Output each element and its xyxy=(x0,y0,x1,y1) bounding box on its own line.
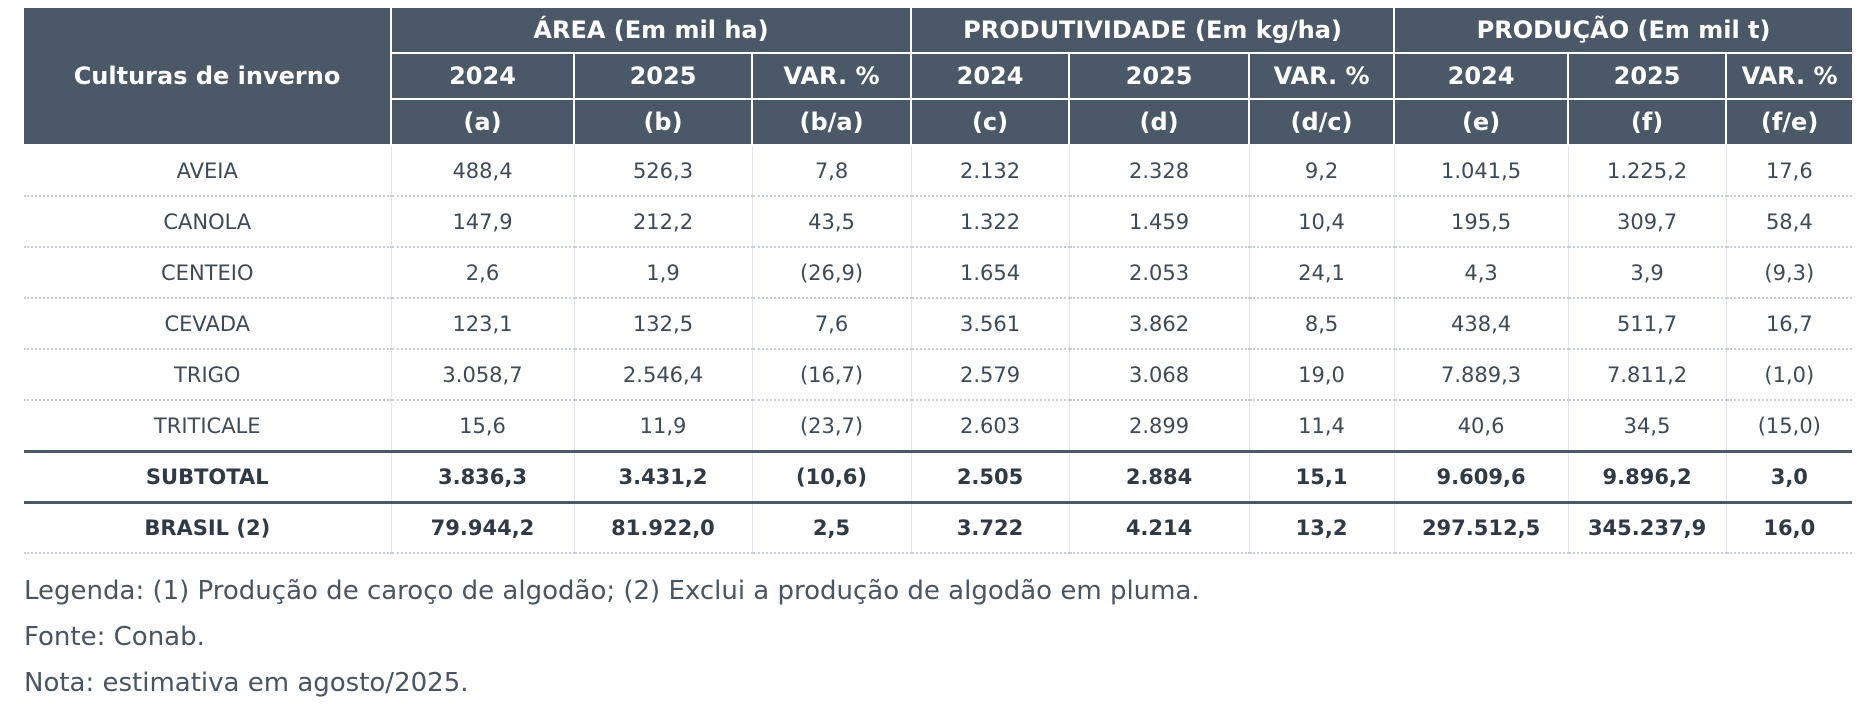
value-cell-production-var: 16,7 xyxy=(1726,298,1852,349)
value-cell-production-2025: 309,7 xyxy=(1568,196,1726,247)
value-cell-productivity-var: 10,4 xyxy=(1249,196,1394,247)
productivity-group-header: PRODUTIVIDADE (Em kg/ha) xyxy=(911,8,1394,53)
value-cell-productivity-2024: 1.322 xyxy=(911,196,1069,247)
crop-name-cell: CENTEIO xyxy=(24,247,391,298)
source-note: Fonte: Conab. xyxy=(24,622,205,652)
value-cell-area-2025: 11,9 xyxy=(574,400,752,452)
crop-name-cell: CANOLA xyxy=(24,196,391,247)
value-cell-productivity-2024: 3.561 xyxy=(911,298,1069,349)
value-cell-production-2025: 511,7 xyxy=(1568,298,1726,349)
subheader-area-var: VAR. % xyxy=(752,53,911,99)
value-cell-productivity-var: 24,1 xyxy=(1249,247,1394,298)
winter-crops-table xyxy=(24,8,1852,554)
crop-name-cell: TRIGO xyxy=(24,349,391,400)
value-cell-productivity-2024: 1.654 xyxy=(911,247,1069,298)
value-cell-productivity-2024: 2.132 xyxy=(911,145,1069,196)
value-cell-productivity-2025: 1.459 xyxy=(1069,196,1249,247)
value-cell-area-var: (23,7) xyxy=(752,400,911,452)
table-header xyxy=(24,8,1852,145)
value-cell-area-var: (26,9) xyxy=(752,247,911,298)
value-cell-area-var: (10,6) xyxy=(752,452,911,503)
value-cell-productivity-var: 11,4 xyxy=(1249,400,1394,452)
value-cell-area-2025: 2.546,4 xyxy=(574,349,752,400)
subheader-area-2024: 2024 xyxy=(391,53,574,99)
code-e: (e) xyxy=(1394,99,1568,145)
value-cell-area-2025: 3.431,2 xyxy=(574,452,752,503)
area-group-header: ÁREA (Em mil ha) xyxy=(391,8,911,53)
subheader-productivity-2025: 2025 xyxy=(1069,53,1249,99)
value-cell-productivity-var: 8,5 xyxy=(1249,298,1394,349)
value-cell-productivity-2025: 2.053 xyxy=(1069,247,1249,298)
value-cell-productivity-2025: 3.862 xyxy=(1069,298,1249,349)
production-group-header: PRODUÇÃO (Em mil t) xyxy=(1394,8,1852,53)
value-cell-production-2024: 297.512,5 xyxy=(1394,503,1568,554)
value-cell-area-var: 43,5 xyxy=(752,196,911,247)
code-f: (f) xyxy=(1568,99,1726,145)
value-cell-area-2024: 79.944,2 xyxy=(391,503,574,554)
crop-name-cell: AVEIA xyxy=(24,145,391,196)
code-d: (d) xyxy=(1069,99,1249,145)
value-cell-production-2024: 40,6 xyxy=(1394,400,1568,452)
value-cell-production-var: (1,0) xyxy=(1726,349,1852,400)
subheader-area-2025: 2025 xyxy=(574,53,752,99)
value-cell-area-2024: 3.836,3 xyxy=(391,452,574,503)
code-a: (a) xyxy=(391,99,574,145)
code-b: (b) xyxy=(574,99,752,145)
value-cell-productivity-2024: 2.579 xyxy=(911,349,1069,400)
value-cell-production-2025: 34,5 xyxy=(1568,400,1726,452)
value-cell-production-var: (9,3) xyxy=(1726,247,1852,298)
value-cell-production-2025: 7.811,2 xyxy=(1568,349,1726,400)
code-d-over-c: (d/c) xyxy=(1249,99,1394,145)
brasil-total-row xyxy=(24,503,1852,554)
crop-name-cell: TRITICALE xyxy=(24,400,391,452)
crop-column-header: Culturas de inverno xyxy=(24,8,391,145)
value-cell-production-2024: 438,4 xyxy=(1394,298,1568,349)
value-cell-area-2024: 3.058,7 xyxy=(391,349,574,400)
value-cell-area-2024: 15,6 xyxy=(391,400,574,452)
value-cell-production-2025: 1.225,2 xyxy=(1568,145,1726,196)
estimate-note: Nota: estimativa em agosto/2025. xyxy=(24,668,469,698)
table-row xyxy=(24,400,1852,452)
value-cell-area-var: 7,8 xyxy=(752,145,911,196)
value-cell-productivity-var: 19,0 xyxy=(1249,349,1394,400)
value-cell-production-var: 17,6 xyxy=(1726,145,1852,196)
code-b-over-a: (b/a) xyxy=(752,99,911,145)
value-cell-productivity-2024: 2.603 xyxy=(911,400,1069,452)
code-f-over-e: (f/e) xyxy=(1726,99,1852,145)
value-cell-area-2024: 2,6 xyxy=(391,247,574,298)
table-row xyxy=(24,349,1852,400)
value-cell-area-var: 7,6 xyxy=(752,298,911,349)
subheader-production-var: VAR. % xyxy=(1726,53,1852,99)
value-cell-production-2024: 4,3 xyxy=(1394,247,1568,298)
table-body xyxy=(24,145,1852,553)
value-cell-productivity-2024: 2.505 xyxy=(911,452,1069,503)
value-cell-area-2025: 526,3 xyxy=(574,145,752,196)
table-row xyxy=(24,247,1852,298)
value-cell-productivity-2025: 2.328 xyxy=(1069,145,1249,196)
value-cell-production-var: (15,0) xyxy=(1726,400,1852,452)
value-cell-productivity-2025: 2.884 xyxy=(1069,452,1249,503)
value-cell-productivity-2025: 4.214 xyxy=(1069,503,1249,554)
table-row xyxy=(24,196,1852,247)
value-cell-productivity-var: 15,1 xyxy=(1249,452,1394,503)
value-cell-productivity-var: 9,2 xyxy=(1249,145,1394,196)
value-cell-area-2024: 123,1 xyxy=(391,298,574,349)
value-cell-production-2024: 9.609,6 xyxy=(1394,452,1568,503)
value-cell-area-2024: 488,4 xyxy=(391,145,574,196)
value-cell-production-var: 16,0 xyxy=(1726,503,1852,554)
table-row xyxy=(24,145,1852,196)
value-cell-production-var: 58,4 xyxy=(1726,196,1852,247)
table-notes xyxy=(24,568,1852,706)
subheader-production-2024: 2024 xyxy=(1394,53,1568,99)
value-cell-production-2024: 7.889,3 xyxy=(1394,349,1568,400)
value-cell-production-2025: 345.237,9 xyxy=(1568,503,1726,554)
code-c: (c) xyxy=(911,99,1069,145)
value-cell-production-2025: 9.896,2 xyxy=(1568,452,1726,503)
value-cell-area-2025: 212,2 xyxy=(574,196,752,247)
crop-name-cell: SUBTOTAL xyxy=(24,452,391,503)
table-row xyxy=(24,298,1852,349)
value-cell-area-2024: 147,9 xyxy=(391,196,574,247)
crop-name-cell: BRASIL (2) xyxy=(24,503,391,554)
value-cell-area-2025: 81.922,0 xyxy=(574,503,752,554)
subheader-productivity-var: VAR. % xyxy=(1249,53,1394,99)
subheader-production-2025: 2025 xyxy=(1568,53,1726,99)
value-cell-production-var: 3,0 xyxy=(1726,452,1852,503)
value-cell-production-2025: 3,9 xyxy=(1568,247,1726,298)
value-cell-production-2024: 1.041,5 xyxy=(1394,145,1568,196)
crop-estimate-panel xyxy=(24,8,1852,706)
value-cell-production-2024: 195,5 xyxy=(1394,196,1568,247)
header-group-row xyxy=(24,8,1852,53)
value-cell-area-2025: 1,9 xyxy=(574,247,752,298)
value-cell-area-2025: 132,5 xyxy=(574,298,752,349)
value-cell-productivity-2025: 2.899 xyxy=(1069,400,1249,452)
value-cell-area-var: (16,7) xyxy=(752,349,911,400)
value-cell-productivity-2024: 3.722 xyxy=(911,503,1069,554)
subtotal-row xyxy=(24,452,1852,503)
legend-note: Legenda: (1) Produção de caroço de algodão; (2) Exclui a produção de algodão em pluma. xyxy=(24,576,1200,606)
value-cell-area-var: 2,5 xyxy=(752,503,911,554)
subheader-productivity-2024: 2024 xyxy=(911,53,1069,99)
crop-name-cell: CEVADA xyxy=(24,298,391,349)
value-cell-productivity-var: 13,2 xyxy=(1249,503,1394,554)
value-cell-productivity-2025: 3.068 xyxy=(1069,349,1249,400)
